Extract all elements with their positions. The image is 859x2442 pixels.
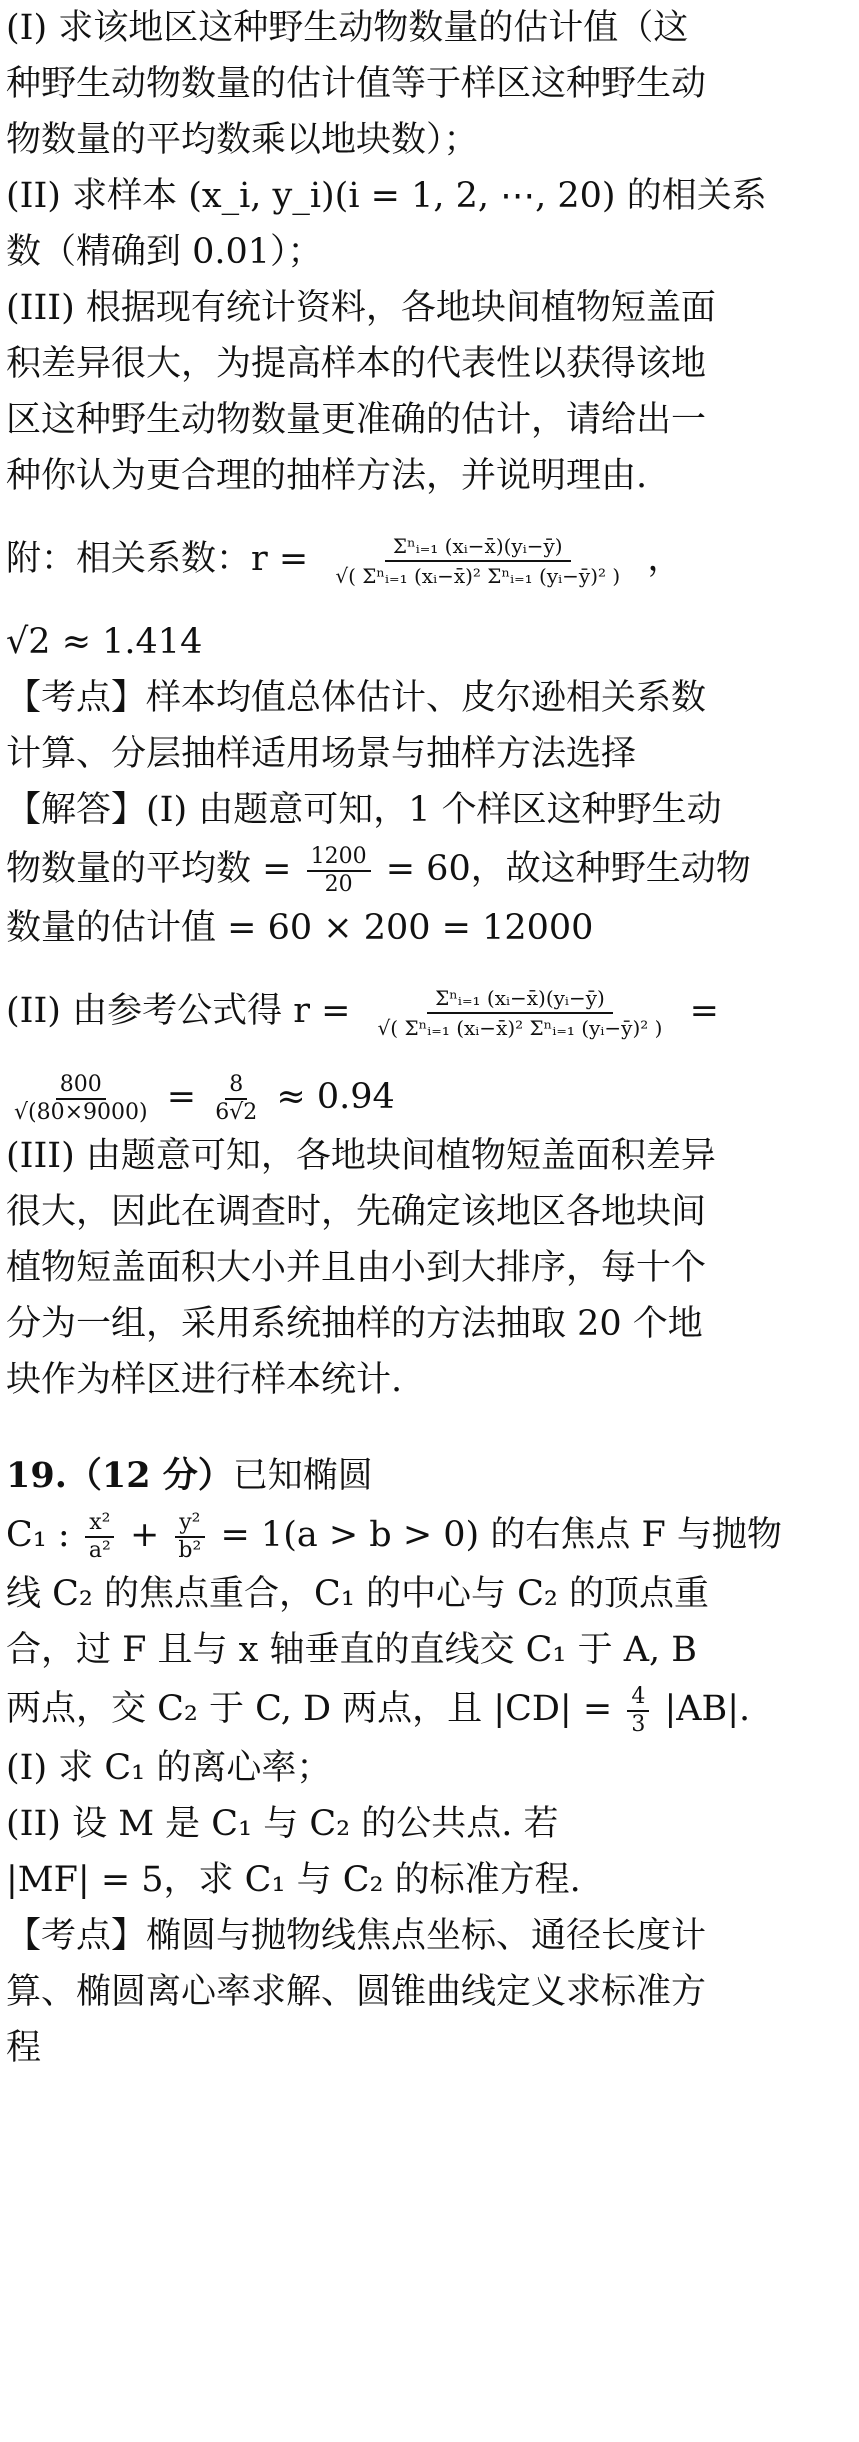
- fraction-denominator: 6√2: [215, 1099, 258, 1125]
- text-line: 很大，因此在调查时，先确定该地区各地块间: [6, 1192, 707, 1232]
- plus-sign: +: [129, 1515, 160, 1555]
- text-line: (I) 求 C₁ 的离心率；: [6, 1748, 332, 1788]
- text-line: 程: [6, 2028, 42, 2068]
- text-line: (II) 设 M 是 C₁ 与 C₂ 的公共点. 若: [6, 1804, 559, 1844]
- text-line: (II) 求样本 (x_i, y_i)(i = 1, 2, ⋯, 20) 的相关系: [6, 176, 767, 216]
- text-line: 种你认为更合理的抽样方法，并说明理由.: [6, 456, 648, 496]
- fraction-numerator: 1200: [307, 844, 371, 872]
- ellipse-suffix: = 1(a > b > 0) 的右焦点 F 与抛物: [220, 1515, 782, 1555]
- mean-prefix: 物数量的平均数 =: [6, 849, 292, 889]
- text-line: 分为一组，采用系统抽样的方法抽取 20 个地: [6, 1304, 703, 1344]
- text-line: √2 ≈ 1.414: [6, 622, 203, 662]
- correlation-formula: [370, 984, 671, 1042]
- text-line: 种野生动物数量的估计值等于样区这种野生动: [6, 64, 707, 104]
- ellipse-prefix: C₁ :: [6, 1515, 70, 1555]
- correlation-formula-line: [6, 504, 849, 614]
- text-line: 块作为样区进行样本统计.: [6, 1360, 403, 1400]
- fraction-numerator: 8: [225, 1072, 247, 1100]
- text-line: 【考点】椭圆与抛物线焦点坐标、通径长度计: [6, 1916, 707, 1956]
- result-suffix: ≈ 0.94: [276, 1077, 395, 1117]
- result-line: [6, 1066, 849, 1128]
- fraction-numerator: 800: [56, 1072, 106, 1100]
- text-line: 合，过 F 且与 x 轴垂直的直线交 C₁ 于 A, B: [6, 1630, 697, 1670]
- formula-prefix: 附：相关系数：r =: [6, 539, 309, 579]
- text-line: 区这种野生动物数量更准确的估计，请给出一: [6, 400, 707, 440]
- fraction-denominator: b²: [178, 1537, 202, 1563]
- question-intro: 已知椭圆: [232, 1456, 373, 1496]
- fraction-denominator: a²: [88, 1537, 111, 1563]
- result-fraction-2: [211, 1072, 261, 1126]
- fraction-denominator: 3: [631, 1711, 646, 1737]
- section-gap: [6, 1408, 849, 1448]
- chord-ratio-line: [6, 1678, 849, 1740]
- text-line: 计算、分层抽样适用场景与抽样方法选择: [6, 734, 637, 774]
- formula-denominator: √( Σⁿᵢ₌₁ (xᵢ−x̄)² Σⁿᵢ₌₁ (yᵢ−ȳ)² ): [335, 563, 621, 588]
- text-line: |MF| = 5，求 C₁ 与 C₂ 的标准方程.: [6, 1860, 581, 1900]
- text-line: 积差异很大，为提高样本的代表性以获得该地: [6, 344, 707, 384]
- text-line: 物数量的平均数乘以地块数）；: [6, 120, 479, 160]
- chord-suffix: |AB|.: [664, 1689, 751, 1729]
- formula-suffix: ，: [647, 539, 683, 579]
- text-line: (III) 由题意可知，各地块间植物短盖面积差异: [6, 1136, 716, 1176]
- result-fraction-1: [10, 1072, 152, 1126]
- text-line: 【考点】样本均值总体估计、皮尔逊相关系数: [6, 678, 707, 718]
- text-line: 线 C₂ 的焦点重合，C₁ 的中心与 C₂ 的顶点重: [6, 1574, 710, 1614]
- ellipse-fraction-x: [85, 1510, 115, 1564]
- equals-sign: =: [166, 1077, 197, 1117]
- formula-denominator: √( Σⁿᵢ₌₁ (xᵢ−x̄)² Σⁿᵢ₌₁ (yᵢ−ȳ)² ): [377, 1015, 663, 1040]
- text-line: 植物短盖面积大小并且由小到大排序，每十个: [6, 1248, 707, 1288]
- fraction-numerator: x²: [85, 1510, 114, 1538]
- ellipse-fraction-y: [174, 1510, 205, 1564]
- formula-numerator: Σⁿᵢ₌₁ (xᵢ−x̄)(yᵢ−ȳ): [427, 984, 613, 1014]
- chord-prefix: 两点，交 C₂ 于 C, D 两点，且 |CD| =: [6, 1689, 613, 1729]
- mean-fraction: [307, 844, 371, 898]
- fraction-numerator: y²: [175, 1510, 204, 1538]
- text-line: (III) 根据现有统计资料，各地块间植物短盖面: [6, 288, 716, 328]
- formula-suffix: =: [689, 991, 719, 1031]
- mean-line: [6, 838, 849, 900]
- question-19-heading: [6, 1448, 849, 1504]
- formula-prefix: (II) 由参考公式得 r =: [6, 991, 351, 1031]
- chord-fraction: [627, 1684, 649, 1738]
- ellipse-equation-line: [6, 1504, 849, 1566]
- formula-numerator: Σⁿᵢ₌₁ (xᵢ−x̄)(yᵢ−ȳ): [385, 532, 571, 562]
- text-line: 数（精确到 0.01）；: [6, 232, 323, 272]
- question-number: 19.（12 分）: [6, 1455, 233, 1496]
- fraction-denominator: √(80×9000): [14, 1099, 148, 1125]
- fraction-numerator: 4: [627, 1684, 649, 1712]
- text-line: (I) 求该地区这种野生动物数量的估计值（这: [6, 8, 689, 48]
- mean-suffix: = 60，故这种野生动物: [385, 849, 751, 889]
- text-line: 算、椭圆离心率求解、圆锥曲线定义求标准方: [6, 1972, 707, 2012]
- reference-formula-line: [6, 956, 849, 1066]
- text-line: 数量的估计值 = 60 × 200 = 12000: [6, 908, 594, 948]
- correlation-formula: [327, 532, 628, 590]
- fraction-denominator: 20: [324, 871, 353, 897]
- text-line: 【解答】(I) 由题意可知，1 个样区这种野生动: [6, 790, 722, 830]
